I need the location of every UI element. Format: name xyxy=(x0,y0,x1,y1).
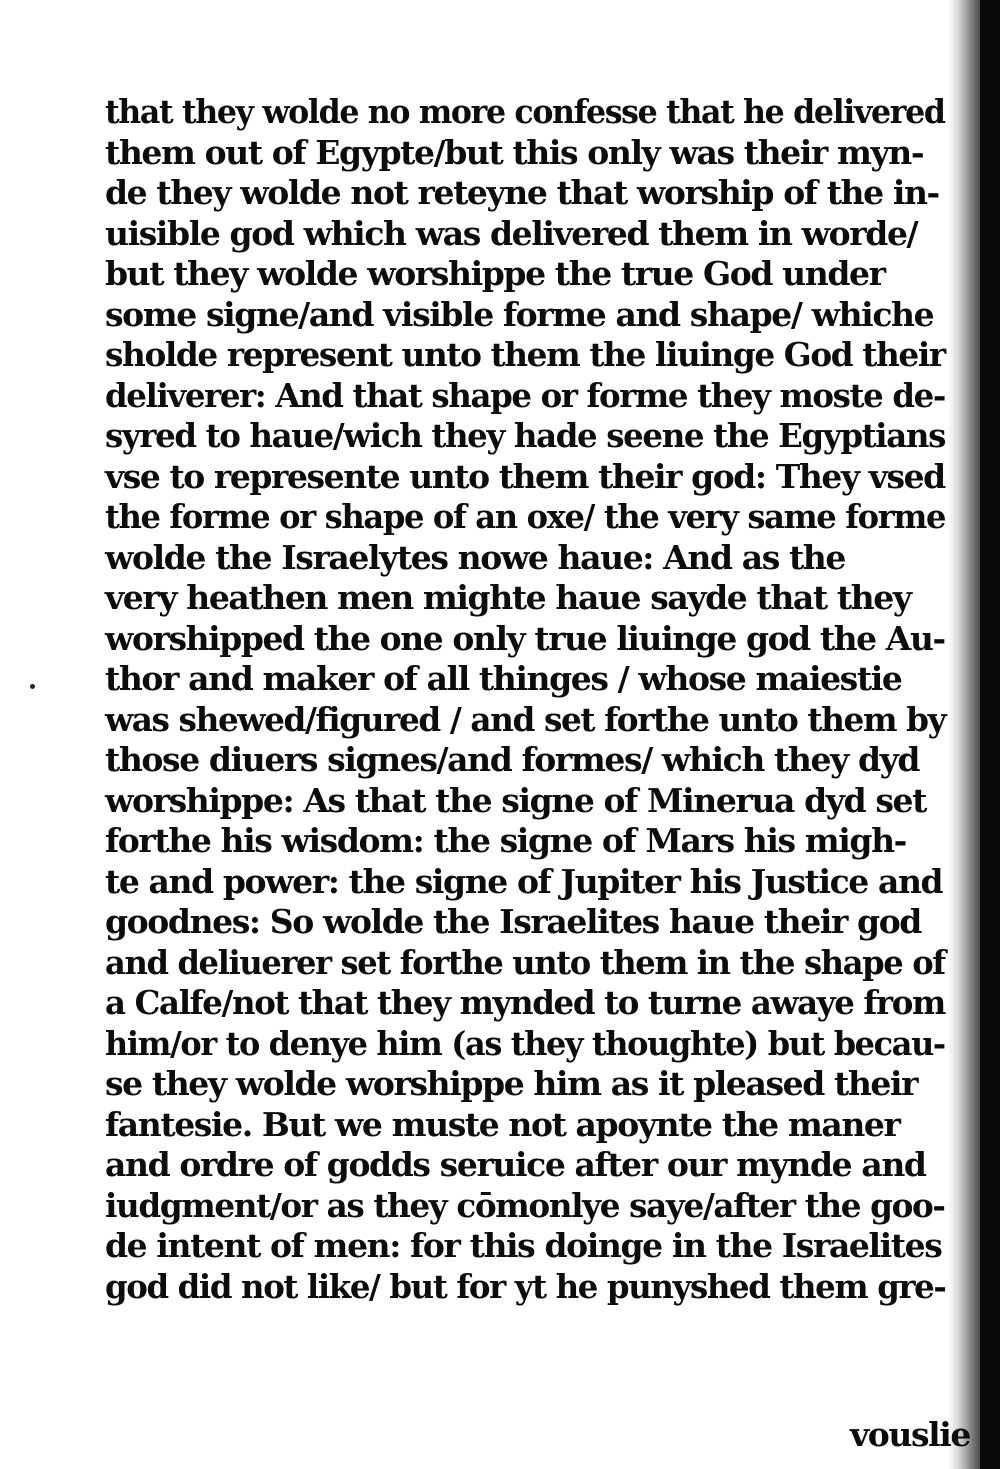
text-line: sholde represent unto them the liuinge God their xyxy=(105,335,945,374)
text-line: worshippe: As that the signe of Minerua dyd set xyxy=(105,780,926,820)
text-line: god did not like/ but for yt he punyshed them gre- xyxy=(105,1266,946,1306)
text-line: and ordre of godds seruice after our mynde and xyxy=(105,1145,926,1184)
binding-gutter-edge xyxy=(980,0,1000,1469)
text-line: forthe his wisdom: the signe of Mars his migh- xyxy=(105,821,906,860)
text-line: a Calfe/not that they mynded to turne awaye from xyxy=(105,983,945,1022)
text-line: de intent of men: for this doinge in the Israelites xyxy=(105,1226,942,1265)
text-line: de they wolde not reteyne that worship of the in- xyxy=(105,173,939,212)
text-line: vse to represente unto them their god: They vsed xyxy=(105,456,945,496)
text-line: but they wolde worshippe the true God under xyxy=(105,254,885,293)
text-line: te and power: the signe of Jupiter his Justice and xyxy=(105,861,943,901)
stray-ink-mark xyxy=(30,684,35,689)
text-line: worshipped the one only true liuinge god the Au- xyxy=(105,618,945,658)
text-line: thor and maker of all thinges / whose maiestie xyxy=(105,659,902,698)
text-line: them out of Egypte/but this only was their myn- xyxy=(105,132,924,172)
text-line: those diuers signes/and formes/ which they dyd xyxy=(105,740,920,779)
text-line: se they wolde worshippe him as it pleased their xyxy=(105,1064,918,1103)
text-line: and deliuerer set forthe unto them in the shape of xyxy=(105,942,945,982)
text-line: wolde the Israelytes nowe haue: And as the xyxy=(105,537,846,577)
blackletter-text-block xyxy=(105,92,945,1307)
text-line: iudgment/or as they cōmonlye saye/after the goo- xyxy=(105,1185,945,1225)
text-line: deliverer: And that shape or forme they moste de- xyxy=(105,375,945,415)
text-line: him/or to denye him (as they thoughte) but becau- xyxy=(105,1023,945,1063)
text-line: very heathen men mighte haue sayde that they xyxy=(105,578,911,617)
text-line: that they wolde no more confesse that he delivered xyxy=(105,92,945,131)
text-line: uisible god which was delivered them in worde/ xyxy=(105,213,918,253)
text-line: was shewed/figured / and set forthe unto them by xyxy=(105,699,946,739)
catchword: vouslie xyxy=(849,1415,970,1454)
text-line: syred to haue/wich they hade seene the Egyptians xyxy=(105,416,945,455)
text-line: fantesie. But we muste not apoynte the maner xyxy=(105,1104,900,1144)
text-line: goodnes: So wolde the Israelites haue their god xyxy=(105,902,921,941)
text-line: some signe/and visible forme and shape/ whiche xyxy=(105,294,934,334)
text-line: the forme or shape of an oxe/ the very same forme xyxy=(105,497,946,536)
